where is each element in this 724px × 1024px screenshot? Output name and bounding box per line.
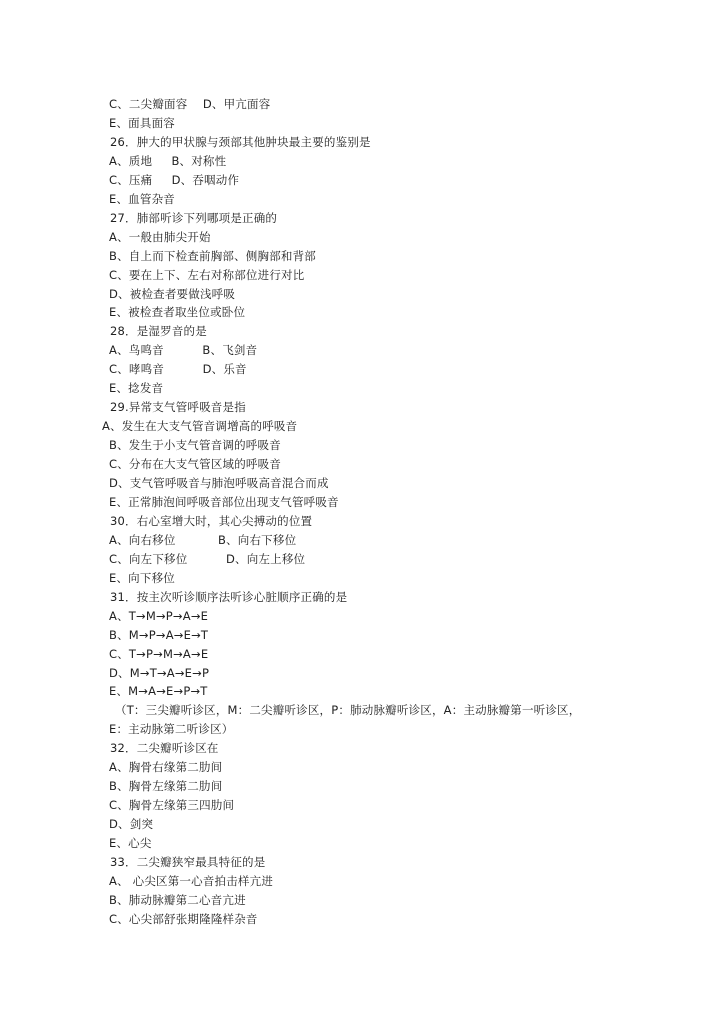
text-line-21: D、支气管呼吸音与肺泡呼吸高音混合而成 <box>109 476 329 490</box>
text-line-38: C、胸骨左缘第三四肋间 <box>109 798 235 813</box>
text-line-17: 29.异常支气管呼吸音是指 <box>110 400 246 415</box>
text-line-3: 26．肿大的甲状腺与颈部其他肿块最主要的鉴别是 <box>110 134 371 149</box>
text-line-41: 33．二尖瓣狭窄最具特征的是 <box>110 855 266 869</box>
text-line-8: A、一般由肺尖开始 <box>109 229 211 244</box>
text-line-10: C、要在上下、左右对称部位进行对比 <box>109 267 305 282</box>
text-line-5: C、压痛 D、吞咽动作 <box>109 172 240 187</box>
text-line-25: C、向左下移位 D、向左上移位 <box>109 551 306 566</box>
text-line-1: C、二尖瓣面容 D、甲亢面容 <box>109 97 271 111</box>
text-line-24: A、向右移位 B、向右下移位 <box>109 532 297 547</box>
text-line-34: E：主动脉第二听诊区） <box>109 722 234 737</box>
text-line-2: E、面具面容 <box>109 116 175 130</box>
text-line-37: B、胸骨左缘第二肋间 <box>109 779 223 794</box>
text-line-39: D、剑突 <box>109 817 154 832</box>
text-line-44: C、心尖部舒张期隆隆样杂音 <box>109 911 258 926</box>
text-line-30: C、T→P→M→A→E <box>109 646 209 661</box>
text-line-35: 32．二尖瓣听诊区在 <box>110 741 219 756</box>
text-line-13: 28．是湿罗音的是 <box>110 324 207 339</box>
text-line-9: B、自上而下检查前胸部、侧胸部和背部 <box>109 248 316 263</box>
text-line-26: E、向下移位 <box>109 570 175 585</box>
text-line-14: A、鸟鸣音 B、飞剑音 <box>109 343 258 358</box>
text-line-4: A、质地 B、对称性 <box>109 153 227 168</box>
text-line-16: E、捻发音 <box>109 381 164 396</box>
text-line-15: C、哮鸣音 D、乐音 <box>109 362 247 377</box>
text-line-36: A、胸骨右缘第二肋间 <box>109 760 223 775</box>
text-line-7: 27．肺部听诊下列哪项是正确的 <box>110 210 278 225</box>
text-line-19: B、发生于小支气管音调的呼吸音 <box>109 438 281 453</box>
text-line-27: 31．按主次听诊顺序法听诊心脏顺序正确的是 <box>110 589 348 604</box>
text-line-23: 30．右心室增大时，其心尖搏动的位置 <box>110 513 313 528</box>
text-line-18: A、发生在大支气管音调增高的呼吸音 <box>102 419 298 434</box>
text-line-12: E、被检查者取坐位或卧位 <box>109 305 246 320</box>
text-line-43: B、肺动脉瓣第二心音亢进 <box>109 892 246 907</box>
text-line-40: E、心尖 <box>109 836 152 850</box>
text-line-22: E、正常肺泡间呼吸音部位出现支气管呼吸音 <box>109 494 339 509</box>
text-line-20: C、分布在大支气管区域的呼吸音 <box>109 457 282 472</box>
text-line-42: A、 心尖区第一心音拍击样亢进 <box>109 873 274 888</box>
text-line-31: D、M→T→A→E→P <box>109 665 210 680</box>
text-line-32: E、M→A→E→P→T <box>109 684 208 699</box>
text-line-28: A、T→M→P→A→E <box>109 608 209 623</box>
text-line-29: B、M→P→A→E→T <box>109 627 209 642</box>
text-line-6: E、血管杂音 <box>109 191 175 206</box>
text-line-11: D、被检查者要做浅呼吸 <box>109 286 236 301</box>
text-line-33: （T：三尖瓣听诊区，M：二尖瓣听诊区，P：肺动脉瓣听诊区，A：主动脉瓣第一听诊区， <box>115 703 581 718</box>
